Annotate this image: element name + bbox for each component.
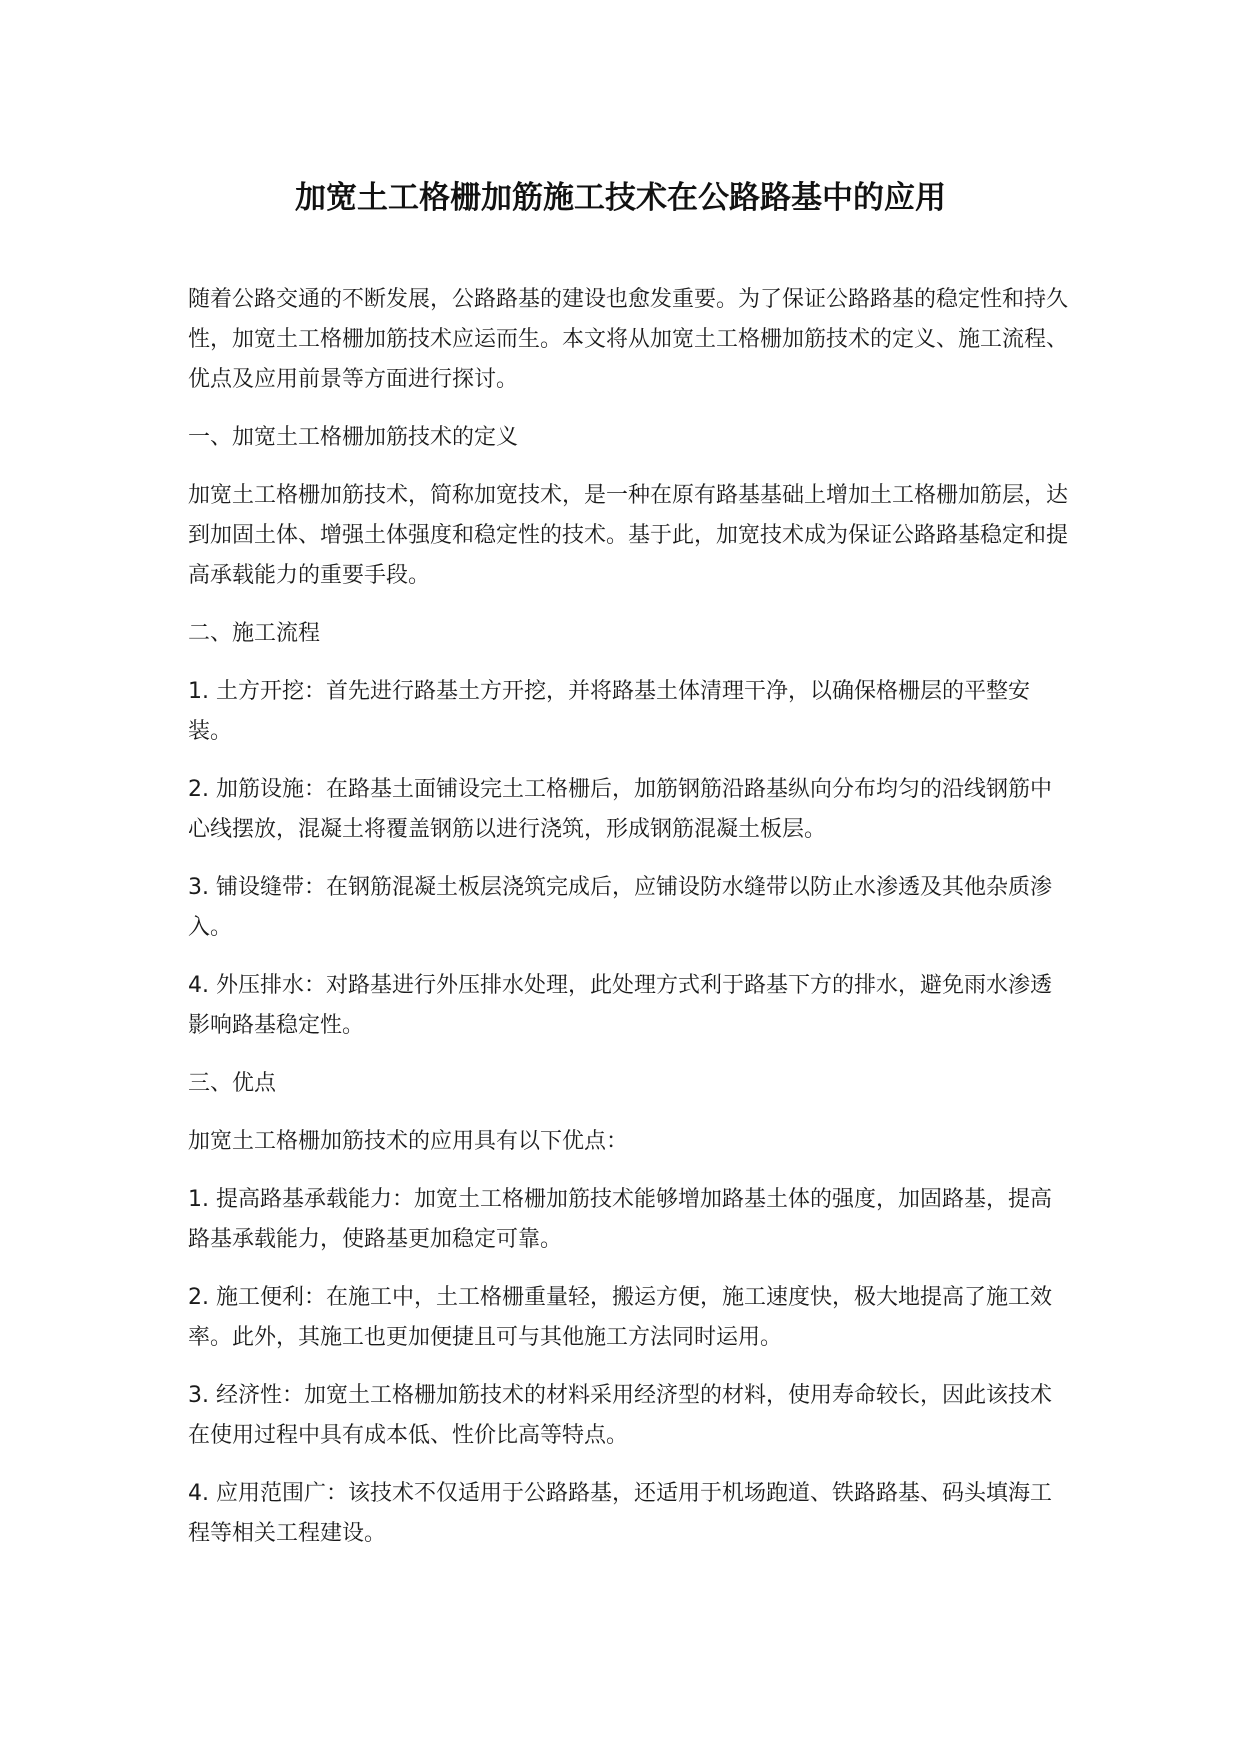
advantage-item: 3. 经济性：加宽土工格栅加筋技术的材料采用经济型的材料，使用寿命较长，因此该技术在使用过程中具有成本低、性价比高等特点。 [188, 1383, 1052, 1448]
section-heading-definition: 一、加宽土工格栅加筋技术的定义 [188, 425, 519, 450]
advantage-item: 1. 提高路基承载能力：加宽土工格栅加筋技术能够增加路基土体的强度，加固路基，提高路基承载能力，使路基更加稳定可靠。 [188, 1187, 1052, 1252]
intro-paragraph: 随着公路交通的不断发展，公路路基的建设也愈发重要。为了保证公路路基的稳定性和持久性，加宽土工格栅加筋技术应运而生。本文将从加宽土工格栅加筋技术的定义、施工流程、优点及应用前景等方面进行探讨。 [188, 287, 1069, 392]
section-heading-advantages: 三、优点 [188, 1071, 277, 1096]
advantage-item: 4. 应用范围广：该技术不仅适用于公路路基，还适用于机场跑道、铁路路基、码头填海工程等相关工程建设。 [188, 1481, 1052, 1546]
advantage-item: 2. 施工便利：在施工中，土工格栅重量轻，搬运方便，施工速度快，极大地提高了施工效率。此外，其施工也更加便捷且可与其他施工方法同时运用。 [188, 1285, 1052, 1350]
process-item: 2. 加筋设施：在路基土面铺设完土工格栅后，加筋钢筋沿路基纵向分布均匀的沿线钢筋中心线摆放，混凝土将覆盖钢筋以进行浇筑，形成钢筋混凝土板层。 [188, 777, 1052, 842]
process-item: 3. 铺设缝带：在钢筋混凝土板层浇筑完成后，应铺设防水缝带以防止水渗透及其他杂质渗入。 [188, 875, 1052, 940]
advantages-lead: 加宽土工格栅加筋技术的应用具有以下优点： [188, 1129, 629, 1154]
process-item: 4. 外压排水：对路基进行外压排水处理，此处理方式利于路基下方的排水，避免雨水渗透影响路基稳定性。 [188, 973, 1052, 1038]
definition-paragraph: 加宽土工格栅加筋技术，简称加宽技术，是一种在原有路基基础上增加土工格栅加筋层，达到加固土体、增强土体强度和稳定性的技术。基于此，加宽技术成为保证公路路基稳定和提高承载能力的重要手段。 [188, 483, 1069, 588]
section-heading-process: 二、施工流程 [188, 621, 321, 646]
document-body [188, 280, 1068, 1572]
document-title: 加宽土工格栅加筋施工技术在公路路基中的应用 [295, 180, 946, 216]
process-item: 1. 土方开挖：首先进行路基土方开挖，并将路基土体清理干净，以确保格栅层的平整安装。 [188, 679, 1030, 744]
